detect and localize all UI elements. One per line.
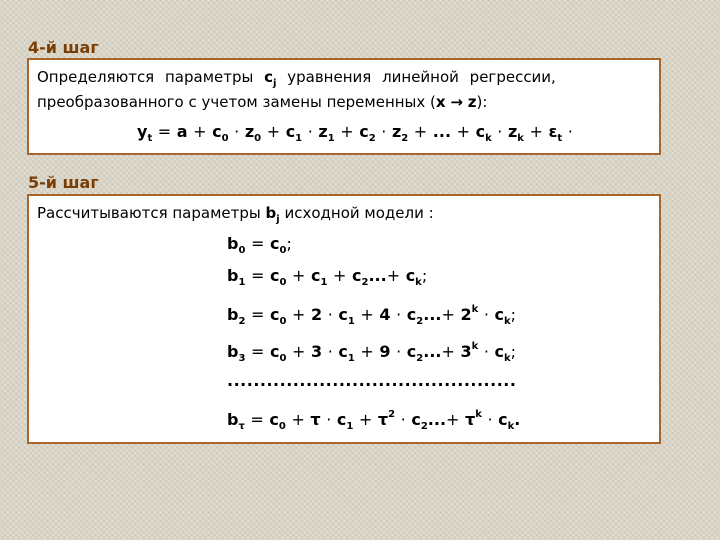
step4-text-d: ): (476, 93, 488, 111)
arrow-icon: → (450, 93, 463, 111)
formula-btau: $b_\tau = c_0 + \tau \cdot c_1 + \tau^2 \cdot c_2...+ \tau^k \cdot c_k$. (227, 409, 521, 432)
ellipsis-row: ............................................ (227, 371, 517, 390)
formula-b0: $b_0 = c_0$; (227, 234, 292, 256)
step5-param: $b_j$ (265, 204, 280, 225)
step4-text-c: преобразованного с учетом замены переменных ( (37, 93, 436, 111)
step5-title: 5-й шаг (28, 173, 99, 192)
step4-var-x: x (435, 93, 446, 111)
step4-param: $c_j$ (264, 68, 277, 89)
step5-text-b: исходной модели : (284, 204, 434, 222)
step5-box (27, 194, 661, 444)
step4-title: 4-й шаг (28, 38, 99, 57)
step4-formula: $y_t = a + c_0 \cdot z_0 + c_1 \cdot z_1 + c_2 \cdot z_2$ + ... + $c_k \cdot z_k + \varepsilon_t$ · (137, 122, 573, 144)
step5-line1 (37, 202, 434, 231)
step4-var-z: z (467, 93, 477, 111)
step4-text-a: Определяются параметры (37, 68, 254, 86)
step4-line2 (37, 91, 487, 113)
step4-box (27, 58, 661, 155)
step5-text-a: Рассчитываются параметры (37, 204, 261, 222)
formula-b2: $b_2 = c_0 + 2 \cdot c_1 + 4 \cdot c_2...+ 2^k \cdot c_k$; (227, 304, 517, 327)
step4-text-b: уравнения линейной регрессии, (287, 68, 556, 86)
formula-b3: $b_3 = c_0 + 3 \cdot c_1 + 9 \cdot c_2...+ 3^k \cdot c_k$; (227, 341, 517, 364)
formula-b1: $b_1 = c_0 + c_1 + c_2...+ c_k$; (227, 266, 428, 288)
